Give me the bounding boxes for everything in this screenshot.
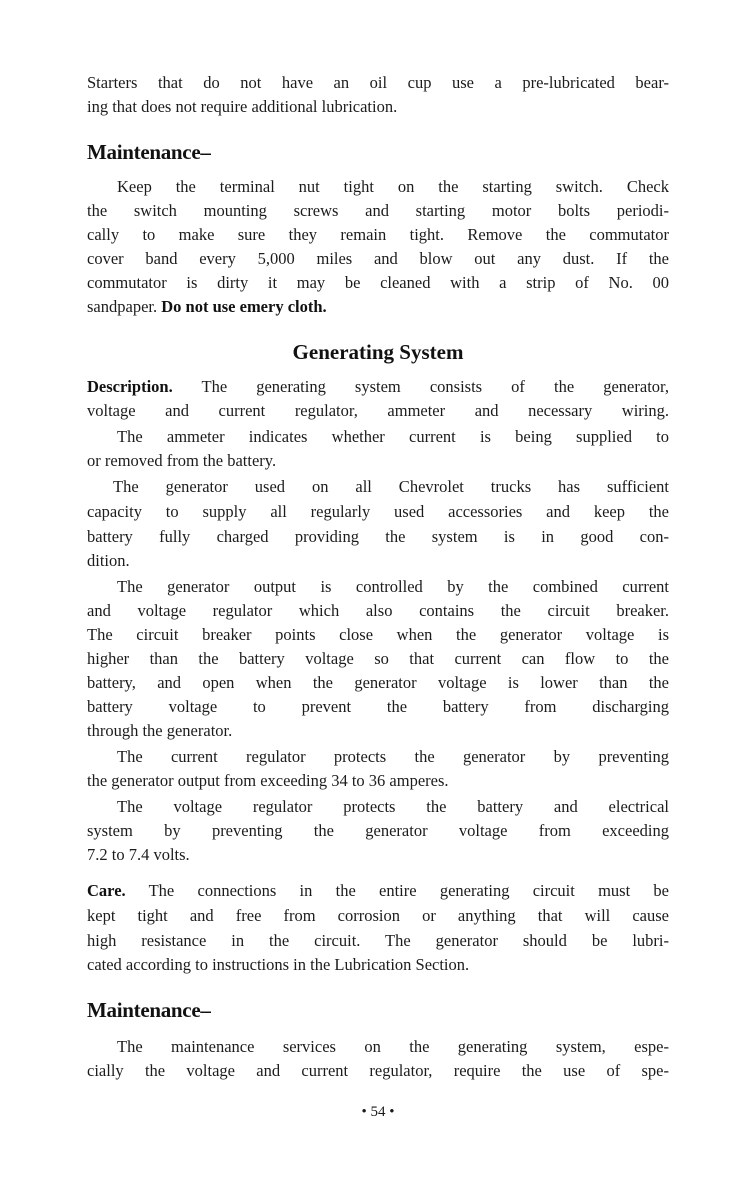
p3-line-2: and voltage regulator which also contains the circuit breaker. <box>87 601 669 620</box>
care-line-2: kept tight and free from corrosion or anything that will cause <box>87 906 669 925</box>
p1-line-1: The ammeter indicates whether current is being supplied to <box>117 427 669 446</box>
maintenance1-line-5: commutator is dirty it may be cleaned with a strip of No. 00 <box>87 273 669 292</box>
p3-line-5: battery, and open when the generator voltage is lower than the <box>87 673 669 692</box>
p4-line-1: The current regulator protects the generator by preventing <box>117 747 669 766</box>
p3-line-6: battery voltage to prevent the battery from discharging <box>87 697 669 716</box>
maintenance1-line-6: sandpaper. Do not use emery cloth. <box>87 297 327 316</box>
care-line-3: high resistance in the circuit. The generator should be lubri- <box>87 931 669 950</box>
p3-line-7: through the generator. <box>87 721 233 740</box>
section-title-generating-system: Generating System <box>292 340 464 364</box>
intro-line-1: Starters that do not have an oil cup use a pre-lubricated bear- <box>87 73 669 92</box>
p3-line-3: The circuit breaker points close when the generator voltage is <box>87 625 669 644</box>
care-line-1: Care. The connections in the entire generating circuit must be <box>87 881 669 900</box>
p1-line-2: or removed from the battery. <box>87 451 277 470</box>
maintenance-heading-2: Maintenance– <box>87 998 211 1022</box>
maintenance1-line-1: Keep the terminal nut tight on the starting switch. Check <box>117 177 669 196</box>
p2-line-2: capacity to supply all regularly used accessories and keep the <box>87 502 669 521</box>
p2-line-4: dition. <box>87 551 130 570</box>
p4-line-2: the generator output from exceeding 34 to 36 amperes. <box>87 771 449 790</box>
p2-line-1: The generator used on all Chevrolet trucks has sufficient <box>113 477 669 496</box>
description-line-2: voltage and current regulator, ammeter and necessary wiring. <box>87 401 669 420</box>
maintenance2-line-1: The maintenance services on the generating system, espe- <box>117 1037 669 1056</box>
p3-line-1: The generator output is controlled by the combined current <box>117 577 669 596</box>
p3-line-4: higher than the battery voltage so that current can flow to the <box>87 649 669 668</box>
description-line-1: Description. The generating system consists of the generator, <box>87 377 669 396</box>
p5-line-2: system by preventing the generator voltage from exceeding <box>87 821 669 840</box>
maintenance1-line-4: cover band every 5,000 miles and blow out any dust. If the <box>87 249 669 268</box>
care-line-4: cated according to instructions in the Lubrication Section. <box>87 955 470 974</box>
maintenance-heading-1: Maintenance– <box>87 140 211 164</box>
maintenance1-line-3: cally to make sure they remain tight. Remove the commutator <box>87 225 669 244</box>
p2-line-3: battery fully charged providing the system is in good con- <box>87 527 669 546</box>
p5-line-1: The voltage regulator protects the battery and electrical <box>117 797 669 816</box>
emery-warning: Do not use emery cloth. <box>161 297 327 316</box>
description-label: Description. <box>87 377 173 396</box>
page-number: • 54 • <box>361 1104 395 1120</box>
intro-line-2: ing that does not require additional lubrication. <box>87 97 398 116</box>
maintenance2-line-2: cially the voltage and current regulator, require the use of spe- <box>87 1061 669 1080</box>
maintenance1-line-2: the switch mounting screws and starting motor bolts periodi- <box>87 201 669 220</box>
care-label: Care. <box>87 881 126 900</box>
p5-line-3: 7.2 to 7.4 volts. <box>87 845 190 864</box>
